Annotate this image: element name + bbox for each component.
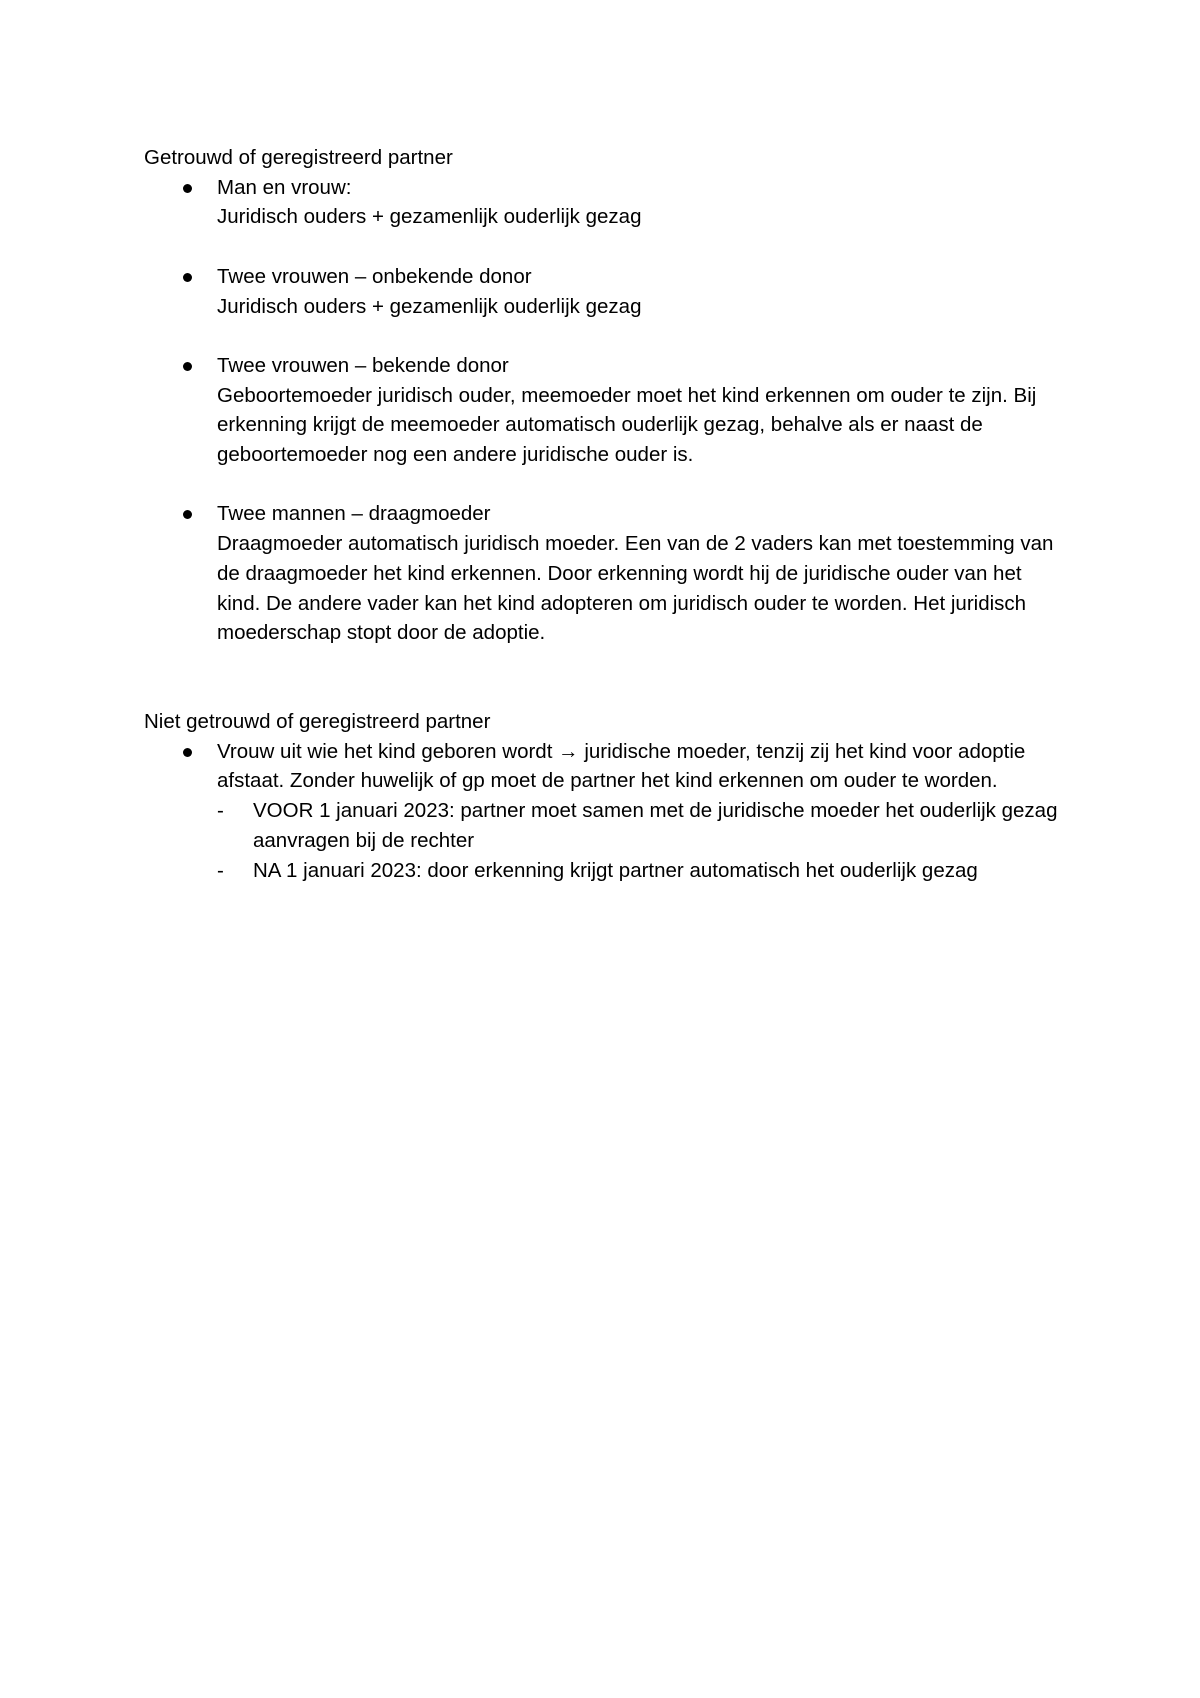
list-item-title: Twee vrouwen – onbekende donor [217,264,532,288]
list-item [144,737,1064,886]
section-niet-getrouwd [144,707,1064,885]
dash-icon: - [217,858,224,882]
section-heading: Niet getrouwd of geregistreerd partner [144,710,491,733]
arrow-right-icon: → [558,739,579,763]
dash-item-text: NA 1 januari 2023: door erkenning krijgt partner automatisch het ouderlijk gezag [253,858,978,882]
bullet-icon [183,273,192,282]
bullet-icon [183,510,192,519]
list-item [144,351,1064,470]
dash-list [217,796,1064,885]
list-item-title: Twee mannen – draagmoeder [217,502,491,526]
list-item-text [217,740,1025,793]
section-heading: Getrouwd of geregistreerd partner [144,146,453,169]
list-item-body: Geboortemoeder juridisch ouder, meemoeder moet het kind erkennen om ouder te zijn. Bij erkenning krijgt de meemoeder automatisch ouderlijk gezag, behalve als er naast de geboortemoeder nog een andere juridische ouder is. [217,383,1037,466]
dash-list-item [217,856,1064,886]
list-item [144,262,1064,321]
bullet-list [144,173,1064,648]
bullet-icon [183,748,192,757]
list-item-body: Juridisch ouders + gezamenlijk ouderlijk gezag [217,205,642,229]
bullet-icon [183,184,192,193]
dash-item-text: VOOR 1 januari 2023: partner moet samen met de juridische moeder het ouderlijk gezag aanvragen bij de rechter [253,799,1058,852]
list-item-title: Twee vrouwen – bekende donor [217,353,509,377]
dash-list-item [217,796,1064,855]
list-item-title: Man en vrouw: [217,175,352,199]
list-item-body: Draagmoeder automatisch juridisch moeder. Een van de 2 vaders kan met toestemming van de draagmoeder het kind erkennen. Door erkenning wordt hij de juridische ouder van het kind. De andere vader kan het kind adopteren om juridisch ouder te worden. Het juridisch moederschap stopt door de adoptie. [217,532,1054,645]
list-item [144,499,1064,648]
text-after-arrow: juridische moeder, tenzij zij het kind voor adoptie afstaat. Zonder huwelijk of gp moet de partner het kind erkennen om ouder te worden. [217,739,1026,793]
dash-icon: - [217,799,224,823]
section-getrouwd [144,143,1064,648]
bullet-list [144,737,1064,886]
text-before-arrow: Vrouw uit wie het kind geboren wordt [217,739,553,763]
list-item-body: Juridisch ouders + gezamenlijk ouderlijk gezag [217,294,642,318]
list-item [144,173,1064,232]
bullet-icon [183,362,192,371]
